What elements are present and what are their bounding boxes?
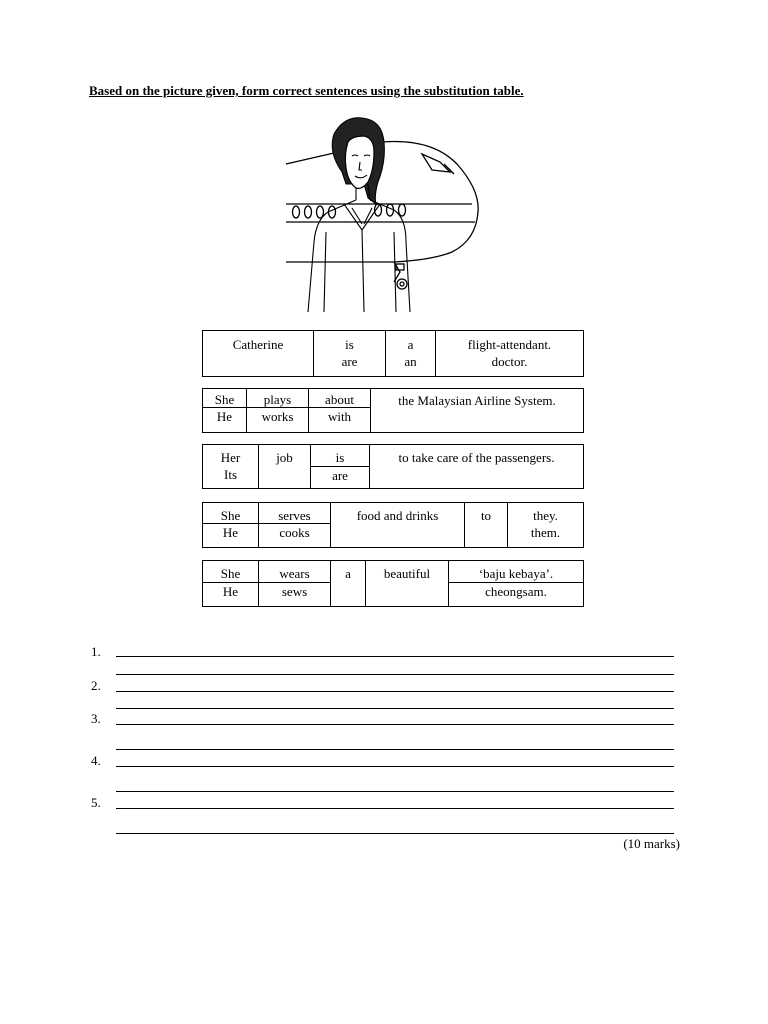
option-text: She: [203, 389, 246, 408]
flight-attendant-illustration: [282, 112, 482, 317]
answer-line[interactable]: [116, 766, 674, 767]
option-text: they.: [533, 508, 558, 523]
option-text: are: [332, 468, 348, 483]
option-text: works: [261, 409, 294, 424]
answer-line[interactable]: [116, 674, 674, 675]
instruction-heading: Based on the picture given, form correct sentences using the substitution table.: [89, 83, 524, 98]
table-cell: [366, 561, 449, 607]
answer-number: 1.: [91, 644, 101, 659]
option-text: Its: [224, 467, 237, 482]
answer-line[interactable]: [116, 833, 674, 834]
option-text: cooks: [279, 525, 310, 540]
table-cell: [436, 331, 584, 377]
option-text: the Malaysian Airline System.: [398, 393, 556, 408]
option-text: food and drinks: [356, 508, 439, 523]
answer-line[interactable]: [116, 691, 674, 692]
option-text: to take care of the passengers.: [398, 450, 555, 465]
option-text: wears: [259, 561, 330, 583]
aeroplane-and-attendant-drawing: [282, 112, 482, 317]
option-text: them.: [530, 525, 561, 540]
option-text: a: [407, 337, 414, 352]
answer-number: 4.: [91, 753, 101, 768]
table-cell: [259, 445, 311, 489]
option-text: He: [222, 525, 239, 540]
table-cell: [386, 331, 436, 377]
answer-number: 2.: [91, 678, 101, 693]
option-text: a: [345, 566, 351, 581]
table-cell: [314, 331, 386, 377]
option-text: is: [345, 337, 354, 352]
table-cell: [449, 561, 584, 607]
option-text: plays: [247, 389, 308, 408]
answer-line[interactable]: [116, 656, 674, 657]
option-text: He: [222, 584, 239, 599]
table-cell: [247, 389, 309, 433]
answer-line[interactable]: [116, 791, 674, 792]
table-cell: [203, 389, 247, 433]
answer-line[interactable]: [116, 808, 674, 809]
option-text: an: [404, 354, 417, 369]
option-text: She: [203, 503, 258, 524]
table-cell: [331, 561, 366, 607]
table-cell: [311, 445, 370, 489]
table-cell: [203, 445, 259, 489]
table-cell: [259, 561, 331, 607]
table-cell: [465, 503, 508, 548]
answer-number: 3.: [91, 711, 101, 726]
substitution-table-4: [202, 502, 584, 548]
option-text: is: [311, 445, 369, 467]
option-text: are: [341, 354, 358, 369]
table-cell: [370, 445, 584, 489]
option-text: He: [216, 409, 233, 424]
option-text: to: [480, 508, 492, 523]
table-cell: [203, 503, 259, 548]
marks-label: (10 marks): [623, 836, 680, 851]
option-text: job: [276, 450, 293, 465]
option-text: about: [309, 389, 370, 408]
table-cell: [331, 503, 465, 548]
option-text: serves: [259, 503, 330, 524]
table-cell: [309, 389, 371, 433]
option-text: Catherine: [232, 337, 284, 352]
substitution-table-1: [202, 330, 584, 377]
substitution-table-2: [202, 388, 584, 433]
answer-line[interactable]: [116, 749, 674, 750]
option-text: with: [327, 409, 352, 424]
option-text: doctor.: [491, 354, 528, 369]
option-text: Her: [220, 450, 241, 465]
table-cell: [203, 561, 259, 607]
option-text: cheongsam.: [485, 584, 547, 599]
substitution-table-5: [202, 560, 584, 607]
option-text: beautiful: [383, 566, 431, 581]
table-cell: [203, 331, 314, 377]
answer-line[interactable]: [116, 708, 674, 709]
answer-number: 5.: [91, 795, 101, 810]
table-cell: [371, 389, 584, 433]
option-text: ‘baju kebaya’.: [449, 561, 583, 583]
option-text: She: [203, 561, 258, 583]
answer-line[interactable]: [116, 724, 674, 725]
option-text: flight-attendant.: [467, 337, 552, 352]
option-text: sews: [281, 584, 308, 599]
table-cell: [508, 503, 584, 548]
table-cell: [259, 503, 331, 548]
substitution-table-3: [202, 444, 584, 489]
